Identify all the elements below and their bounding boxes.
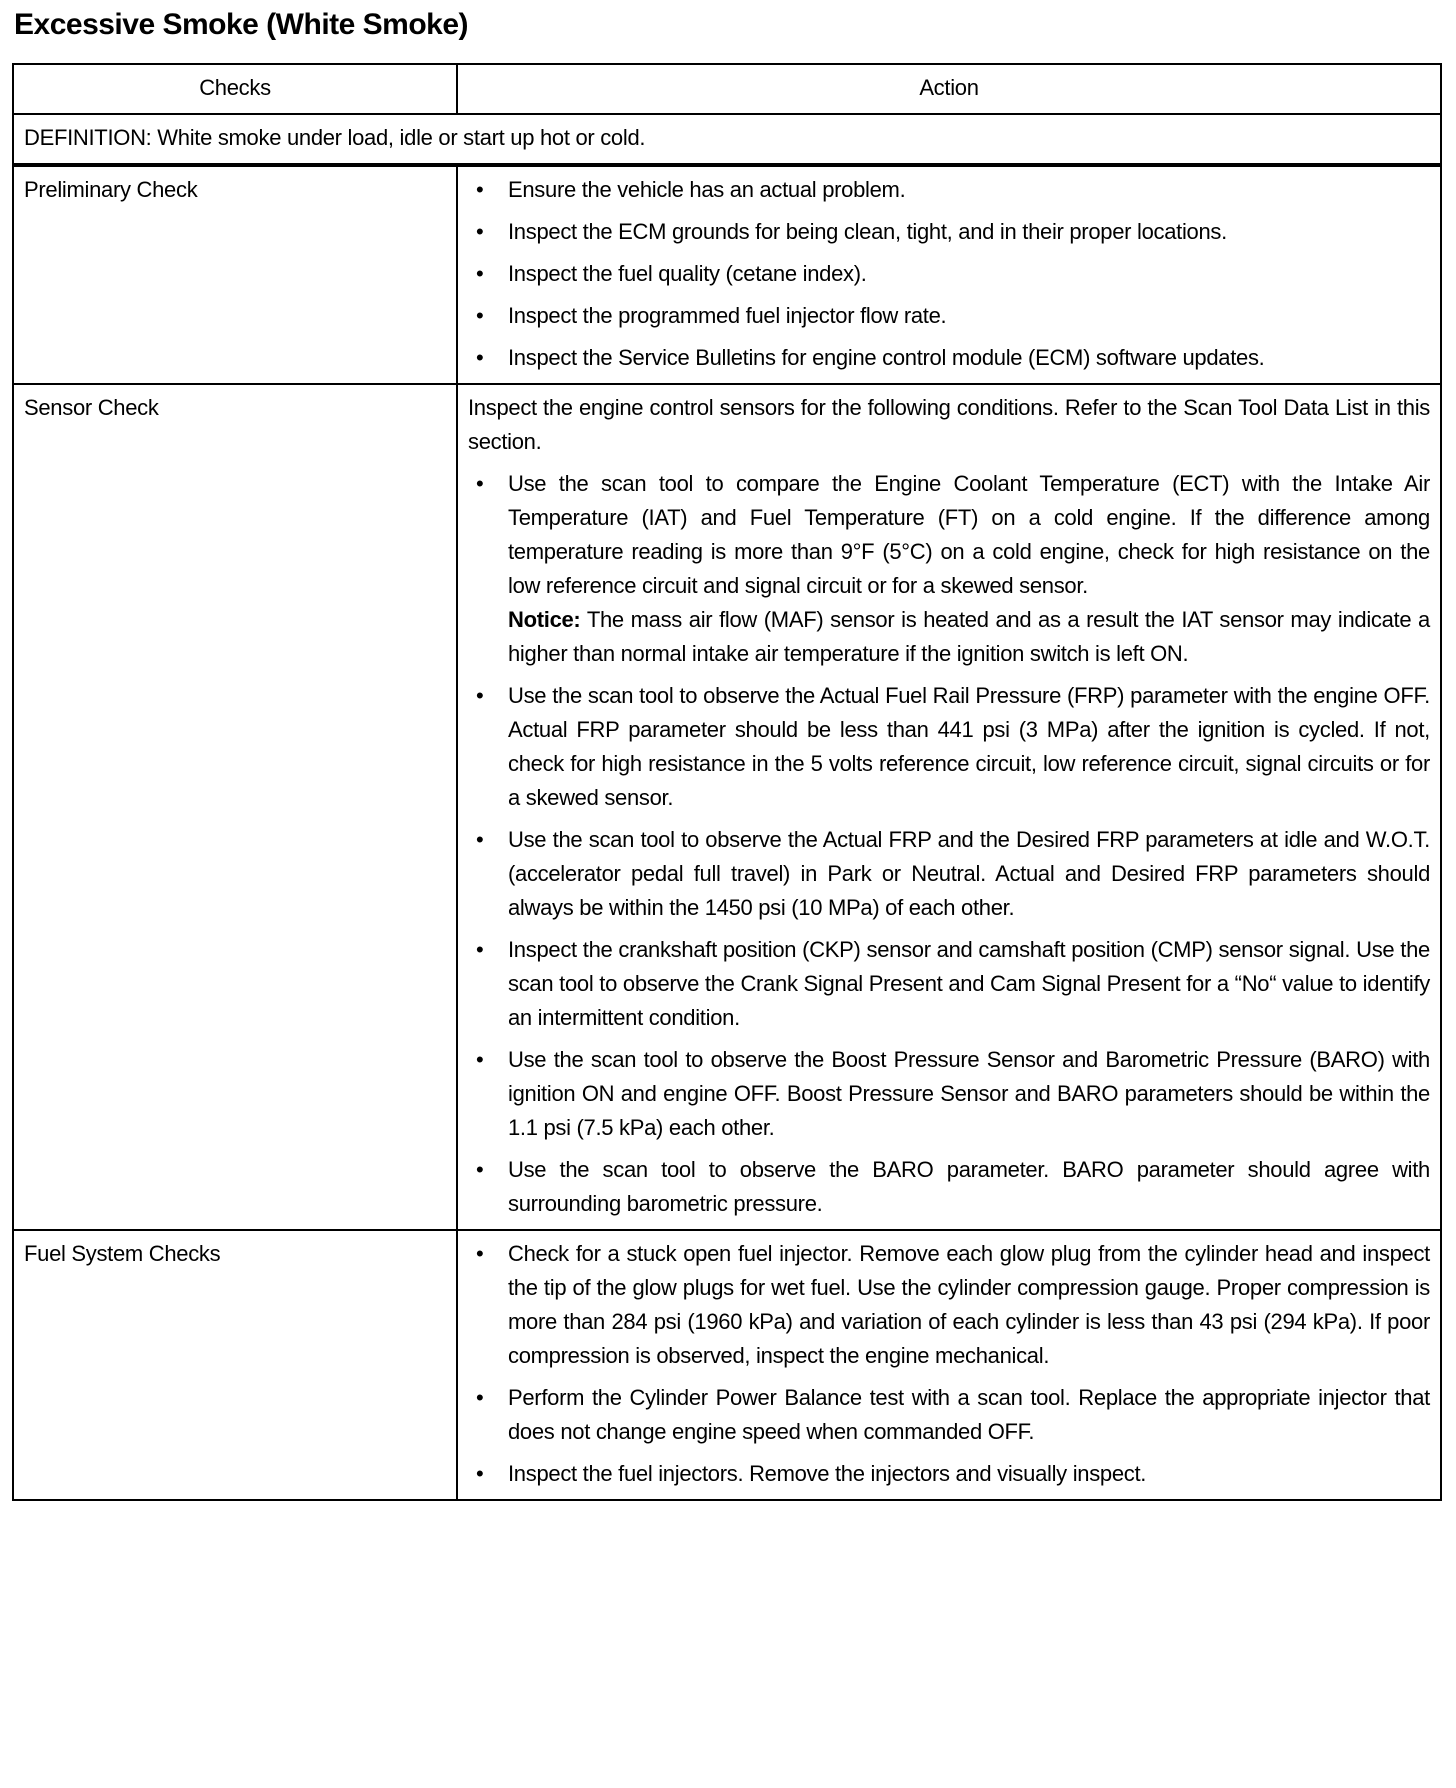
action-cell: [457, 1230, 1441, 1500]
page-title: Excessive Smoke (White Smoke): [14, 8, 469, 41]
bullet-icon: •: [476, 1385, 484, 1410]
list-item: [468, 299, 1430, 333]
notice-text: The mass air flow (MAF) sensor is heated and as a result the IAT sensor may indicate a higher than normal intake air temperature if the ignition switch is left ON.: [508, 607, 1430, 666]
diagnostic-table: [12, 63, 1442, 1501]
bullet-icon: •: [476, 1157, 484, 1182]
header-checks: Checks: [13, 64, 457, 114]
table-row: [13, 165, 1441, 384]
list-item: [468, 1237, 1430, 1373]
item-text: Use the scan tool to observe the Actual Fuel Rail Pressure (FRP) parameter with the engine OFF. Actual FRP parameter should be less than 441 psi (3 MPa) after the ignition is cycled. If not, check for high resistance in the 5 volts reference circuit, low reference circuit, signal circuits or for a skewed sensor.: [508, 683, 1430, 810]
item-text: Use the scan tool to observe the BARO parameter. BARO parameter should agree with surrounding barometric pressure.: [508, 1157, 1430, 1216]
bullet-icon: •: [476, 683, 484, 708]
item-text: Perform the Cylinder Power Balance test with a scan tool. Replace the appropriate injector that does not change engine speed when commanded OFF.: [508, 1385, 1430, 1444]
list-item: [468, 679, 1430, 815]
bullet-icon: •: [476, 177, 484, 202]
table-header-row: [13, 64, 1441, 114]
check-name: Preliminary Check: [13, 165, 457, 384]
definition-text: DEFINITION: White smoke under load, idle or start up hot or cold.: [13, 114, 1441, 165]
list-item: [468, 823, 1430, 925]
list-item: [468, 1043, 1430, 1145]
item-text: Inspect the Service Bulletins for engine control module (ECM) software updates.: [508, 345, 1265, 370]
item-text: Check for a stuck open fuel injector. Remove each glow plug from the cylinder head and inspect the tip of the glow plugs for wet fuel. Use the cylinder compression gauge. Proper compression is more than 284 psi (1960 kPa) and variation of each cylinder is less than 43 psi (294 kPa). If poor compression is observed, inspect the engine mechanical.: [508, 1241, 1430, 1368]
item-text: Inspect the ECM grounds for being clean, tight, and in their proper locations.: [508, 219, 1227, 244]
list-item: [468, 1153, 1430, 1221]
action-cell: [457, 384, 1441, 1230]
item-text: Ensure the vehicle has an actual problem.: [508, 177, 906, 202]
item-text: Use the scan tool to compare the Engine Coolant Temperature (ECT) with the Intake Air Temperature (IAT) and Fuel Temperature (FT) on a cold engine. If the difference among temperature reading is more than 9°F (5°C) on a cold engine, check for high resistance on the low reference circuit and signal circuit or for a skewed sensor.: [508, 471, 1430, 598]
table-row: [13, 1230, 1441, 1500]
item-text: Inspect the fuel injectors. Remove the injectors and visually inspect.: [508, 1461, 1147, 1486]
item-text: Inspect the fuel quality (cetane index).: [508, 261, 867, 286]
list-item: [468, 1381, 1430, 1449]
bullet-icon: •: [476, 219, 484, 244]
list-item: [468, 1457, 1430, 1491]
bullet-icon: •: [476, 345, 484, 370]
bullet-icon: •: [476, 827, 484, 852]
list-item: [468, 933, 1430, 1035]
item-text: Use the scan tool to observe the Actual FRP and the Desired FRP parameters at idle and W.O.T. (accelerator pedal full travel) in Park or Neutral. Actual and Desired FRP parameters should always be within the 1450 psi (10 MPa) of each other.: [508, 827, 1430, 920]
bullet-icon: •: [476, 303, 484, 328]
bullet-icon: •: [476, 261, 484, 286]
item-text: Inspect the programmed fuel injector flow rate.: [508, 303, 947, 328]
bullet-icon: •: [476, 1047, 484, 1072]
list-item: [468, 173, 1430, 207]
bullet-icon: •: [476, 1461, 484, 1486]
bullet-icon: •: [476, 937, 484, 962]
action-cell: [457, 165, 1441, 384]
list-item: [468, 215, 1430, 249]
list-item: [468, 467, 1430, 671]
check-name: Fuel System Checks: [13, 1230, 457, 1500]
bullet-icon: •: [476, 1241, 484, 1266]
item-text: Use the scan tool to observe the Boost Pressure Sensor and Barometric Pressure (BARO) with ignition ON and engine OFF. Boost Pressure Sensor and BARO parameters should be within the 1.1 psi (7.5 kPa) each other.: [508, 1047, 1430, 1140]
list-item: [468, 257, 1430, 291]
bullet-icon: •: [476, 471, 484, 496]
item-text: Inspect the crankshaft position (CKP) sensor and camshaft position (CMP) sensor signal. Use the scan tool to observe the Crank Signal Present and Cam Signal Present for a “No“ value to identify an intermittent condition.: [508, 937, 1430, 1030]
list-item: [468, 341, 1430, 375]
check-name: Sensor Check: [13, 384, 457, 1230]
definition-row: [13, 114, 1441, 165]
table-row: [13, 384, 1441, 1230]
notice-label: Notice:: [508, 607, 581, 632]
header-action: Action: [457, 64, 1441, 114]
intro-text: Inspect the engine control sensors for the following conditions. Refer to the Scan Tool Data List in this section.: [468, 395, 1430, 454]
